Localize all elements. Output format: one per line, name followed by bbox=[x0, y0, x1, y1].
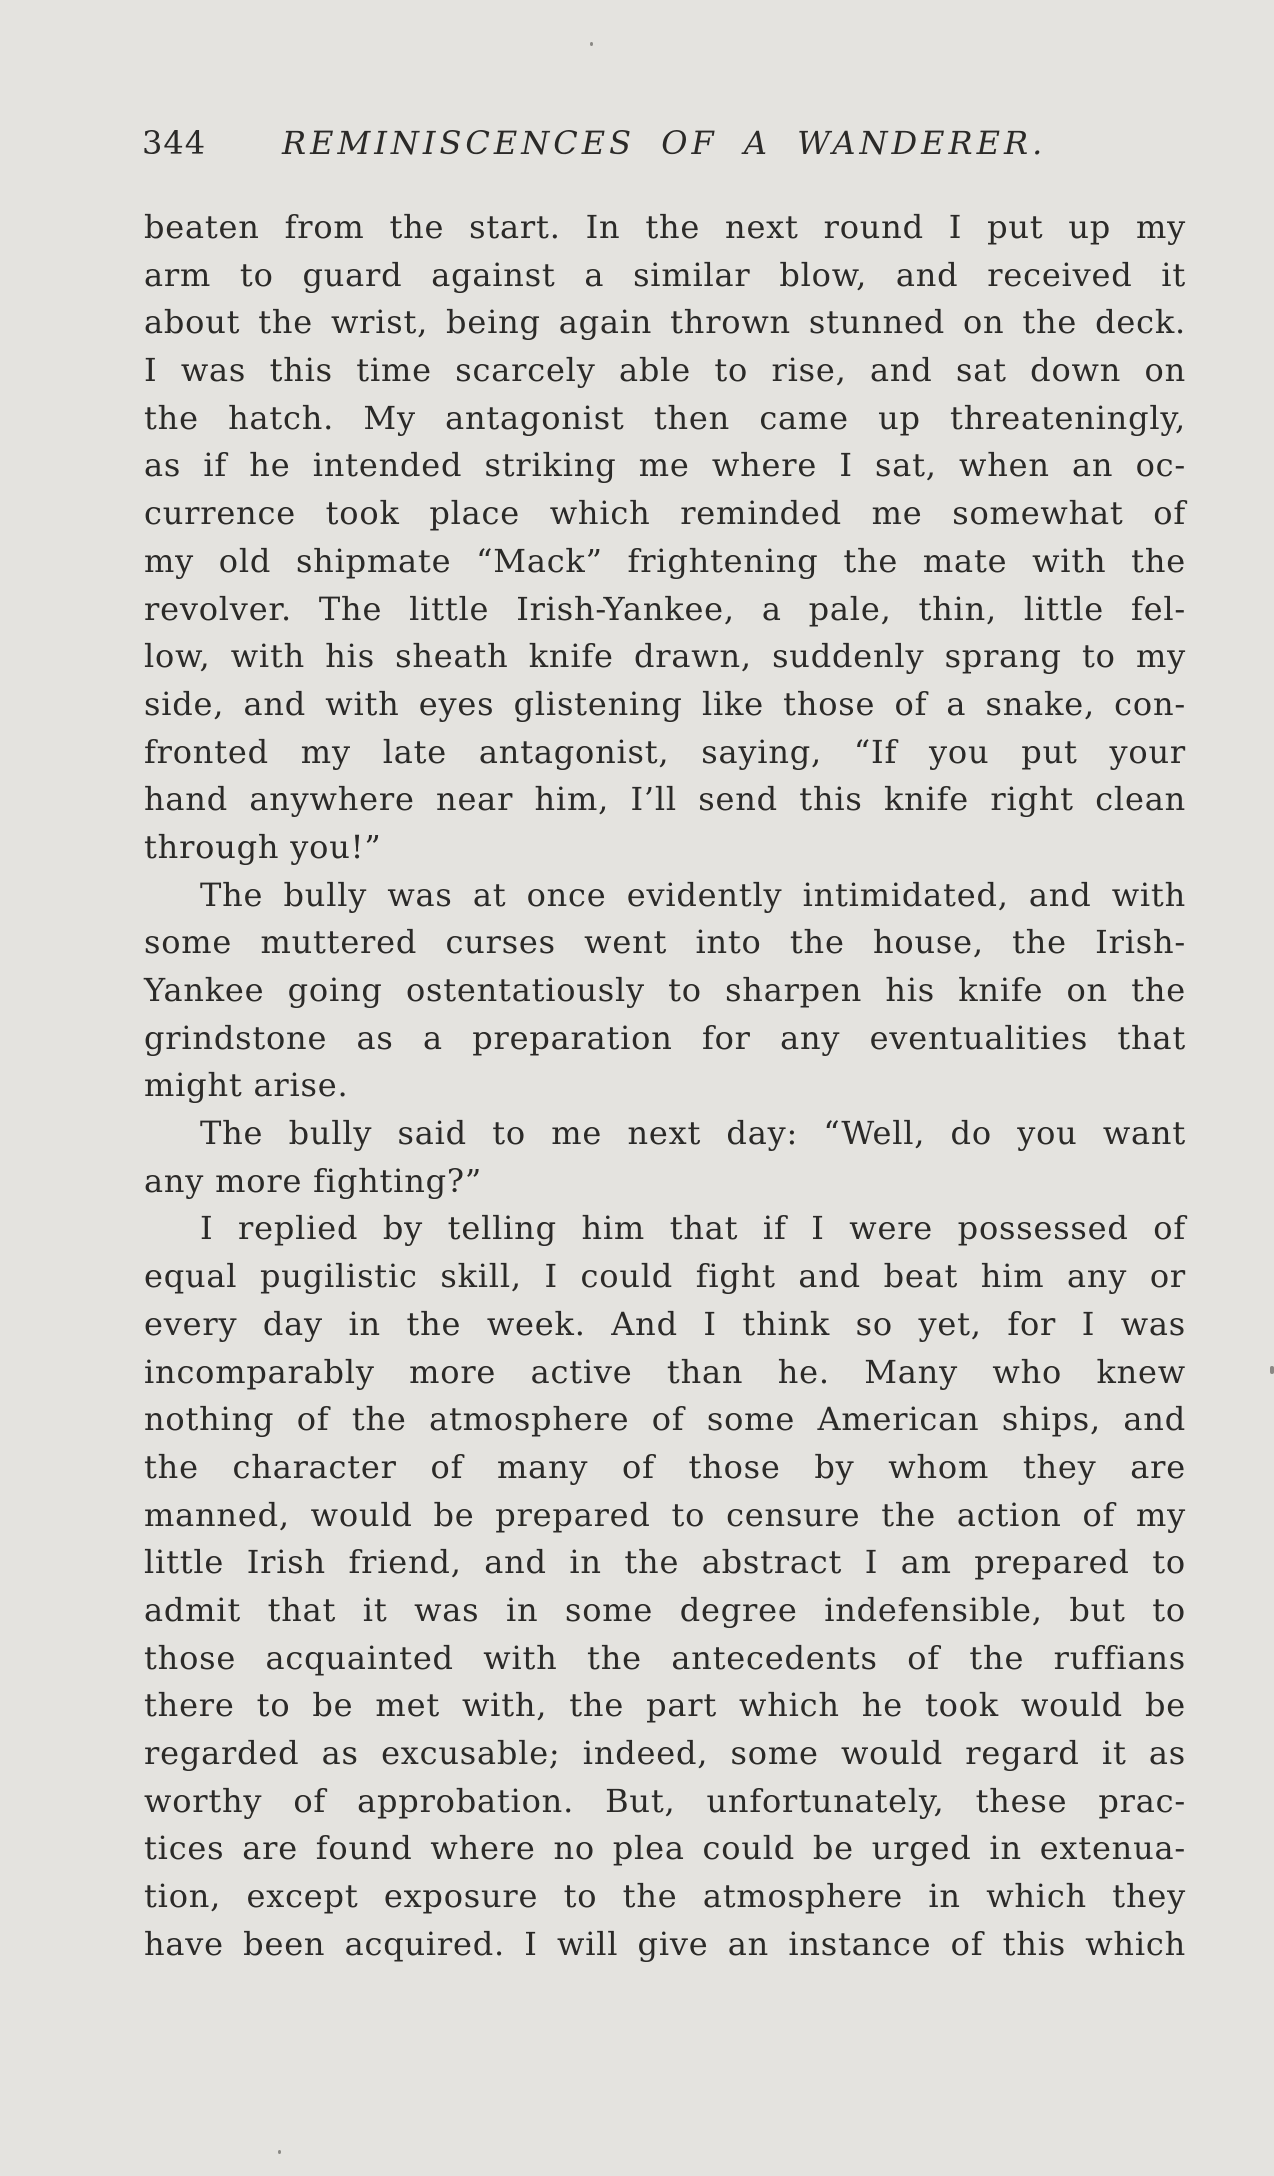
text-line: there to be met with, the part which he took would be bbox=[144, 1686, 1186, 1725]
text-line: tion, except exposure to the atmosphere in which they bbox=[144, 1877, 1186, 1916]
text-line: every day in the week. And I think so yet, for I was bbox=[144, 1304, 1186, 1343]
text-line: the hatch. My antagonist then came up threateningly, bbox=[144, 398, 1186, 437]
text-line: the character of many of those by whom they are bbox=[144, 1447, 1186, 1486]
text-line: as if he intended striking me where I sat, when an oc- bbox=[144, 446, 1186, 485]
text-line: tices are found where no plea could be urged in extenua- bbox=[144, 1829, 1186, 1868]
text-line: I replied by telling him that if I were possessed of bbox=[200, 1209, 1186, 1248]
text-line: grindstone as a preparation for any eventualities that bbox=[144, 1018, 1186, 1057]
body-text bbox=[144, 204, 1186, 1968]
text-line: The bully was at once evidently intimidated, and with bbox=[200, 875, 1186, 914]
text-line: admit that it was in some degree indefensible, but to bbox=[144, 1590, 1186, 1629]
text-line: Yankee going ostentatiously to sharpen his knife on the bbox=[144, 971, 1186, 1009]
text-line: manned, would be prepared to censure the action of my bbox=[144, 1495, 1186, 1534]
paper-speck bbox=[590, 42, 593, 46]
text-line: regarded as excusable; indeed, some would regard it as bbox=[144, 1734, 1186, 1772]
text-line: revolver. The little Irish-Yankee, a pale, thin, little fel- bbox=[144, 589, 1186, 628]
page-number: 344 bbox=[142, 124, 207, 162]
text-line: fronted my late antagonist, saying, “If you put your bbox=[144, 732, 1186, 771]
text-line: side, and with eyes glistening like those of a snake, con- bbox=[144, 684, 1186, 723]
text-line: arm to guard against a similar blow, and received it bbox=[144, 255, 1186, 294]
text-line: through you!” bbox=[144, 827, 382, 866]
text-line: low, with his sheath knife drawn, suddenly sprang to my bbox=[144, 637, 1186, 676]
text-line: incomparably more active than he. Many who knew bbox=[144, 1352, 1186, 1391]
paper-speck bbox=[278, 2150, 281, 2154]
text-line: have been acquired. I will give an instance of this which bbox=[144, 1924, 1186, 1963]
text-line: little Irish friend, and in the abstract I am prepared to bbox=[144, 1543, 1186, 1582]
text-line: equal pugilistic skill, I could fight and beat him any or bbox=[144, 1257, 1186, 1296]
text-line: beaten from the start. In the next round I put up my bbox=[144, 208, 1186, 246]
text-line: my old shipmate “Mack” frightening the mate with the bbox=[144, 541, 1186, 580]
text-line: The bully said to me next day: “Well, do you want bbox=[200, 1114, 1186, 1153]
text-line: about the wrist, being again thrown stunned on the deck. bbox=[144, 303, 1186, 342]
text-line: currence took place which reminded me somewhat of bbox=[144, 494, 1186, 533]
paper-speck bbox=[1270, 1366, 1274, 1374]
running-title: REMINISCENCES OF A WANDERER. bbox=[282, 124, 1047, 162]
text-line: might arise. bbox=[144, 1066, 349, 1105]
text-line: those acquainted with the antecedents of the ruffians bbox=[144, 1638, 1186, 1677]
text-line: hand anywhere near him, I’ll send this knife right clean bbox=[144, 780, 1186, 819]
text-line: nothing of the atmosphere of some American ships, and bbox=[144, 1400, 1186, 1439]
page-header bbox=[142, 124, 1082, 168]
text-line: some muttered curses went into the house, the Irish- bbox=[144, 923, 1186, 962]
text-line: I was this time scarcely able to rise, and sat down on bbox=[144, 351, 1186, 390]
text-line: any more fighting?” bbox=[144, 1161, 483, 1200]
text-line: worthy of approbation. But, unfortunately, these prac- bbox=[144, 1781, 1186, 1820]
